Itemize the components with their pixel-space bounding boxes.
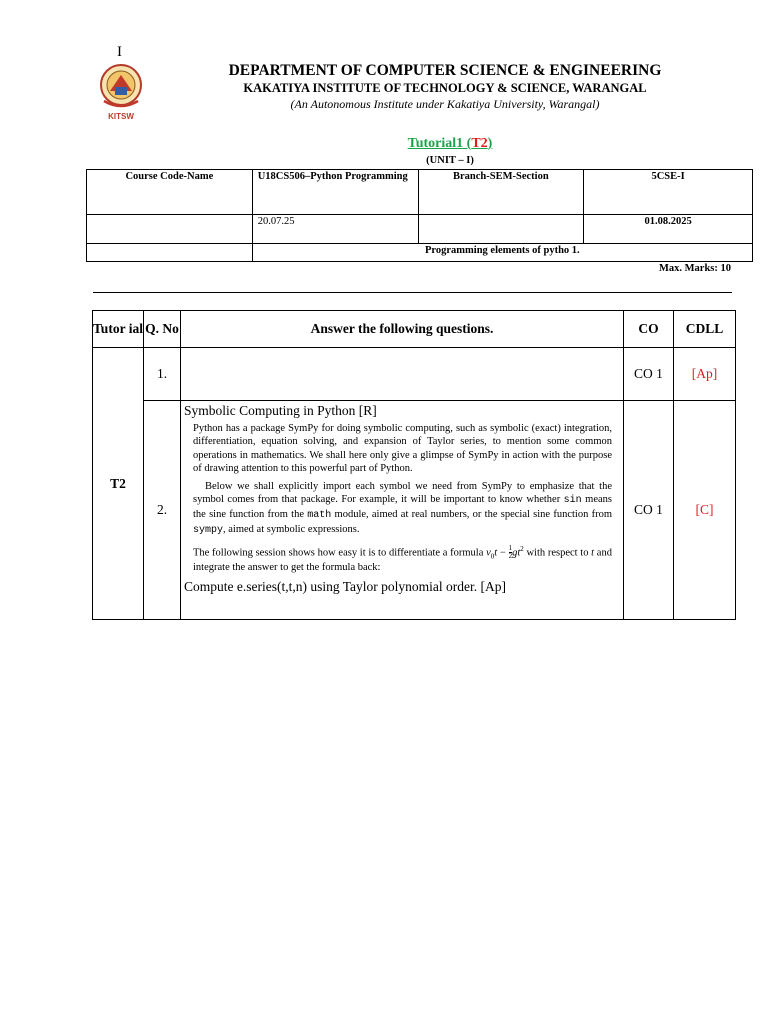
institute-logo (96, 63, 146, 121)
paragraph-text: module, aimed at real numbers, or the special sine function from (331, 508, 612, 520)
question-text (181, 348, 624, 401)
empty-cell (418, 215, 584, 244)
department-title: DEPARTMENT OF COMPUTER SCIENCE & ENGINEERING (228, 62, 662, 79)
paragraph-text: and integrate the answer to get the formula back: (193, 547, 612, 574)
due-date: 01.08.2025 (584, 215, 753, 244)
fraction-one-half: $\frac{1}{2}$ (508, 544, 513, 561)
issue-date: 20.07.25 (252, 215, 418, 244)
sympy-intro-paragraph: Python has a package SymPy for doing symbolic computing, such as symbolic (exact) integration, differentiation, equation solving, and expansion of Taylor series, to mention some common operations in mathematics. We shall here only give a glimpse of SymPy in action with the purpose of drawing attention to this powerful part of Python. (193, 423, 612, 475)
sympy-import-paragraph (184, 480, 620, 538)
tutorial-title-suffix: ) (487, 136, 493, 151)
header-tutorial: Tutor ial (93, 311, 144, 348)
code-sympy: sympy (193, 524, 224, 536)
empty-cell (87, 244, 253, 262)
question-number: 2. (144, 401, 181, 620)
question-text (181, 401, 624, 620)
institute-subtitle: (An Autonomous Institute under Kakatiya University, Warangal) (290, 97, 600, 111)
max-marks: Max. Marks: 10 (658, 263, 731, 274)
branch-label: Branch-SEM-Section (418, 170, 584, 215)
course-label: Course Code-Name (87, 170, 253, 215)
question-title: Symbolic Computing in Python [R] (184, 403, 377, 418)
logo-text: KITSW (108, 112, 134, 121)
tutorial-title-prefix: Tutorial1 ( (407, 136, 472, 151)
tutorial-code: T2 (471, 136, 488, 151)
course-info-table (86, 169, 753, 262)
corner-mark: I (117, 44, 122, 60)
course-value: U18CS506–Python Programming (252, 170, 418, 215)
paragraph-text: , aimed at symbolic expressions. (223, 523, 360, 535)
paragraph-text: The following session shows how easy it is to differentiate a formula (193, 547, 487, 559)
header-qno: Q. No (144, 311, 181, 348)
header-co: CO (624, 311, 674, 348)
unit-label: (UNIT – I) (426, 155, 474, 166)
sympy-session-paragraph: The following session shows how easy it is to differentiate a formula $v_0t$ − $\frac{1}{2}$ $gt^2$ with respect to t and integrate the answer to get the formula back: (193, 544, 612, 574)
institute-name: KAKATIYA INSTITUTE OF TECHNOLOGY & SCIENCE, WARANGAL (243, 81, 647, 95)
code-math: math (307, 509, 332, 521)
variable-t: t (591, 547, 595, 559)
table-row (93, 401, 736, 620)
topic: Programming elements of pytho 1. (252, 244, 752, 262)
paragraph-text: with respect to (523, 547, 592, 559)
question-number: 1. (144, 348, 181, 401)
question-cdll: [Ap] (674, 348, 736, 401)
paragraph-text: means the sine function from the (193, 494, 612, 520)
question-cdll: [C] (674, 401, 736, 620)
tutorial-title (290, 136, 610, 152)
header-cdll: CDLL (674, 311, 736, 348)
question-co: CO 1 (624, 401, 674, 620)
branch-value: 5CSE-I (584, 170, 753, 215)
divider (93, 292, 732, 293)
questions-header-row (93, 311, 736, 348)
code-sin: sin (563, 495, 582, 507)
question-co: CO 1 (624, 348, 674, 401)
table-row (93, 348, 736, 401)
questions-table (92, 310, 736, 620)
paragraph-text: Below we shall explicitly import each symbol we need from SymPy to emphasize that the symbol comes from that package. For example, it will be important to know whether (193, 480, 612, 506)
empty-cell (87, 215, 253, 244)
question-task: Compute e.series(t,t,n) using Taylor polynomial order. [Ap] (184, 578, 506, 594)
tutorial-code-cell: T2 (93, 348, 144, 620)
header-question: Answer the following questions. (181, 311, 624, 348)
